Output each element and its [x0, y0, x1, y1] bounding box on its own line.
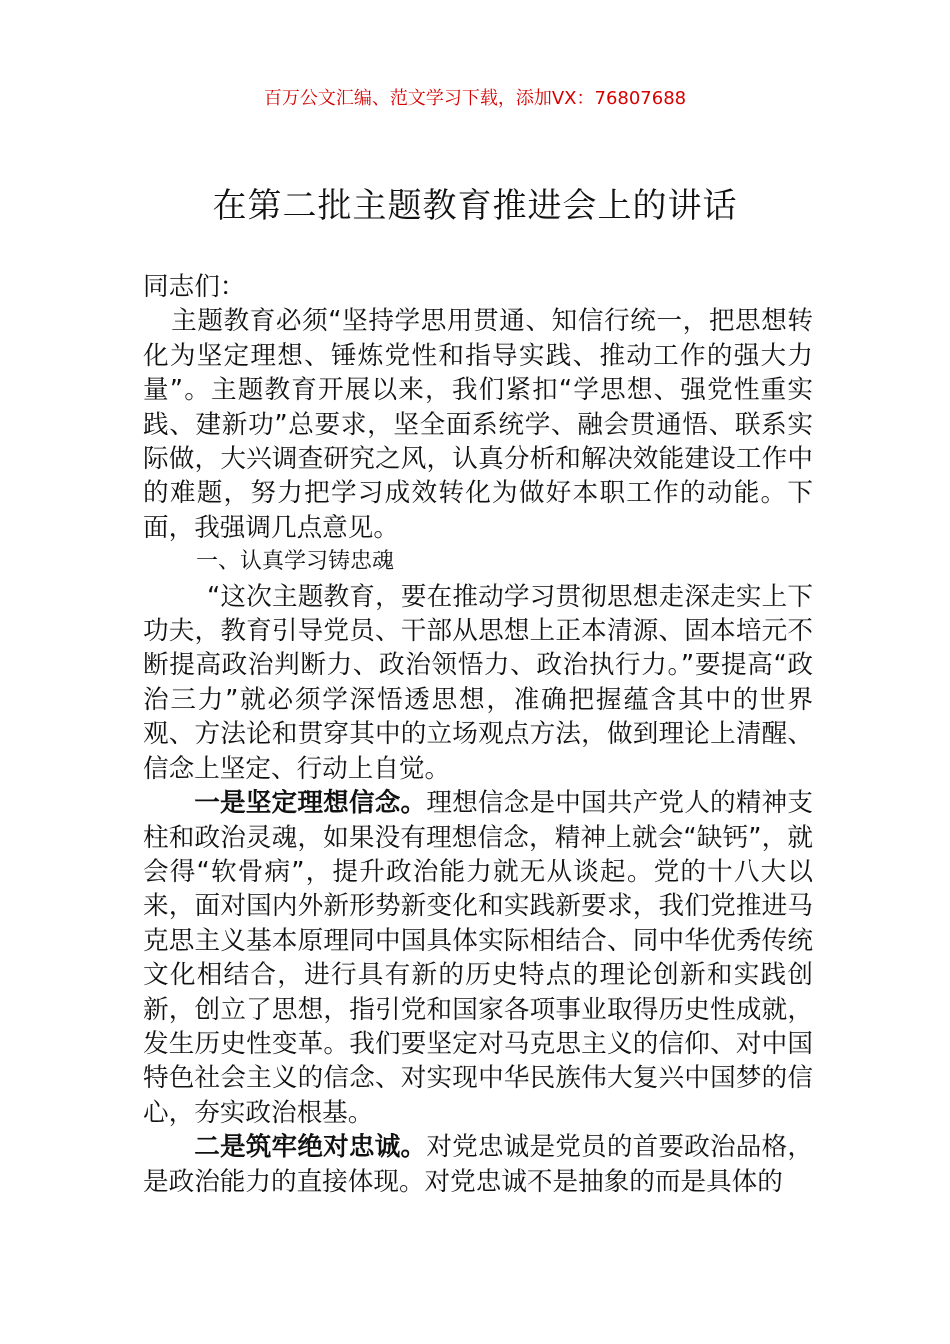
- salutation: 同志们：: [143, 272, 246, 302]
- point-2-body: 对党忠诚是党员的首要政治品格，是政治能力的直接体现。对党忠诚不是抽象的而是具体的: [143, 1132, 813, 1197]
- document-title: 在第二批主题教育推进会上的讲话: [212, 186, 738, 226]
- document-body: [143, 270, 813, 1199]
- point-1-body: 理想信念是中国共产党人的精神支柱和政治灵魂，如果没有理想信念，精神上就会“缺钙”，就会得“软骨病”，提升政治能力就无从谈起。党的十八大以来，面对国内外新形势新变化和实践新要求，我们党推进马克思主义基本原理同中国具体实际相结合、同中华优秀传统文化相结合，进行具有新的历史特点的理论创新和实践创新，创立了思想，指引党和国家各项事业取得历史性成就，发生历史性变革。我们要坚定对马克思主义的信仰、对中国特色社会主义的信念、对实现中华民族伟大复兴中国梦的信心，夯实政治根基。: [143, 788, 813, 1128]
- paragraph-point-2: [143, 1130, 813, 1199]
- section-heading-1: 一、认真学习铸忠魂: [196, 549, 395, 575]
- header-note: 百万公文汇编、范文学习下载，添加VX：76807688: [263, 88, 687, 109]
- paragraph-intro: 主题教育必须“坚持学思用贯通、知信行统一，把思想转化为坚定理想、锤炼党性和指导实践、推动工作的强大力量”。主题教育开展以来，我们紧扣“学思想、强党性重实践、建新功”总要求，坚全面系统学、融会贯通悟、联系实际做，大兴调查研究之风，认真分析和解决效能建设工作中的难题，努力把学习成效转化为做好本职工作的动能。下面，我强调几点意见。: [143, 306, 813, 543]
- point-1-lead: 一是坚定理想信念。: [194, 788, 427, 819]
- paragraph-quote: “这次主题教育，要在推动学习贯彻思想走深走实上下功夫，教育引导党员、干部从思想上正本清源、固本培元不断提高政治判断力、政治领悟力、政治执行力。”要提高“政治三力”就必须学深悟透思想，准确把握蕴含其中的世界观、方法论和贯穿其中的立场观点方法，做到理论上清醒、信念上坚定、行动上自觉。: [143, 581, 813, 784]
- paragraph-point-1: [143, 786, 813, 1130]
- point-2-lead: 二是筑牢绝对忠诚。: [194, 1132, 427, 1163]
